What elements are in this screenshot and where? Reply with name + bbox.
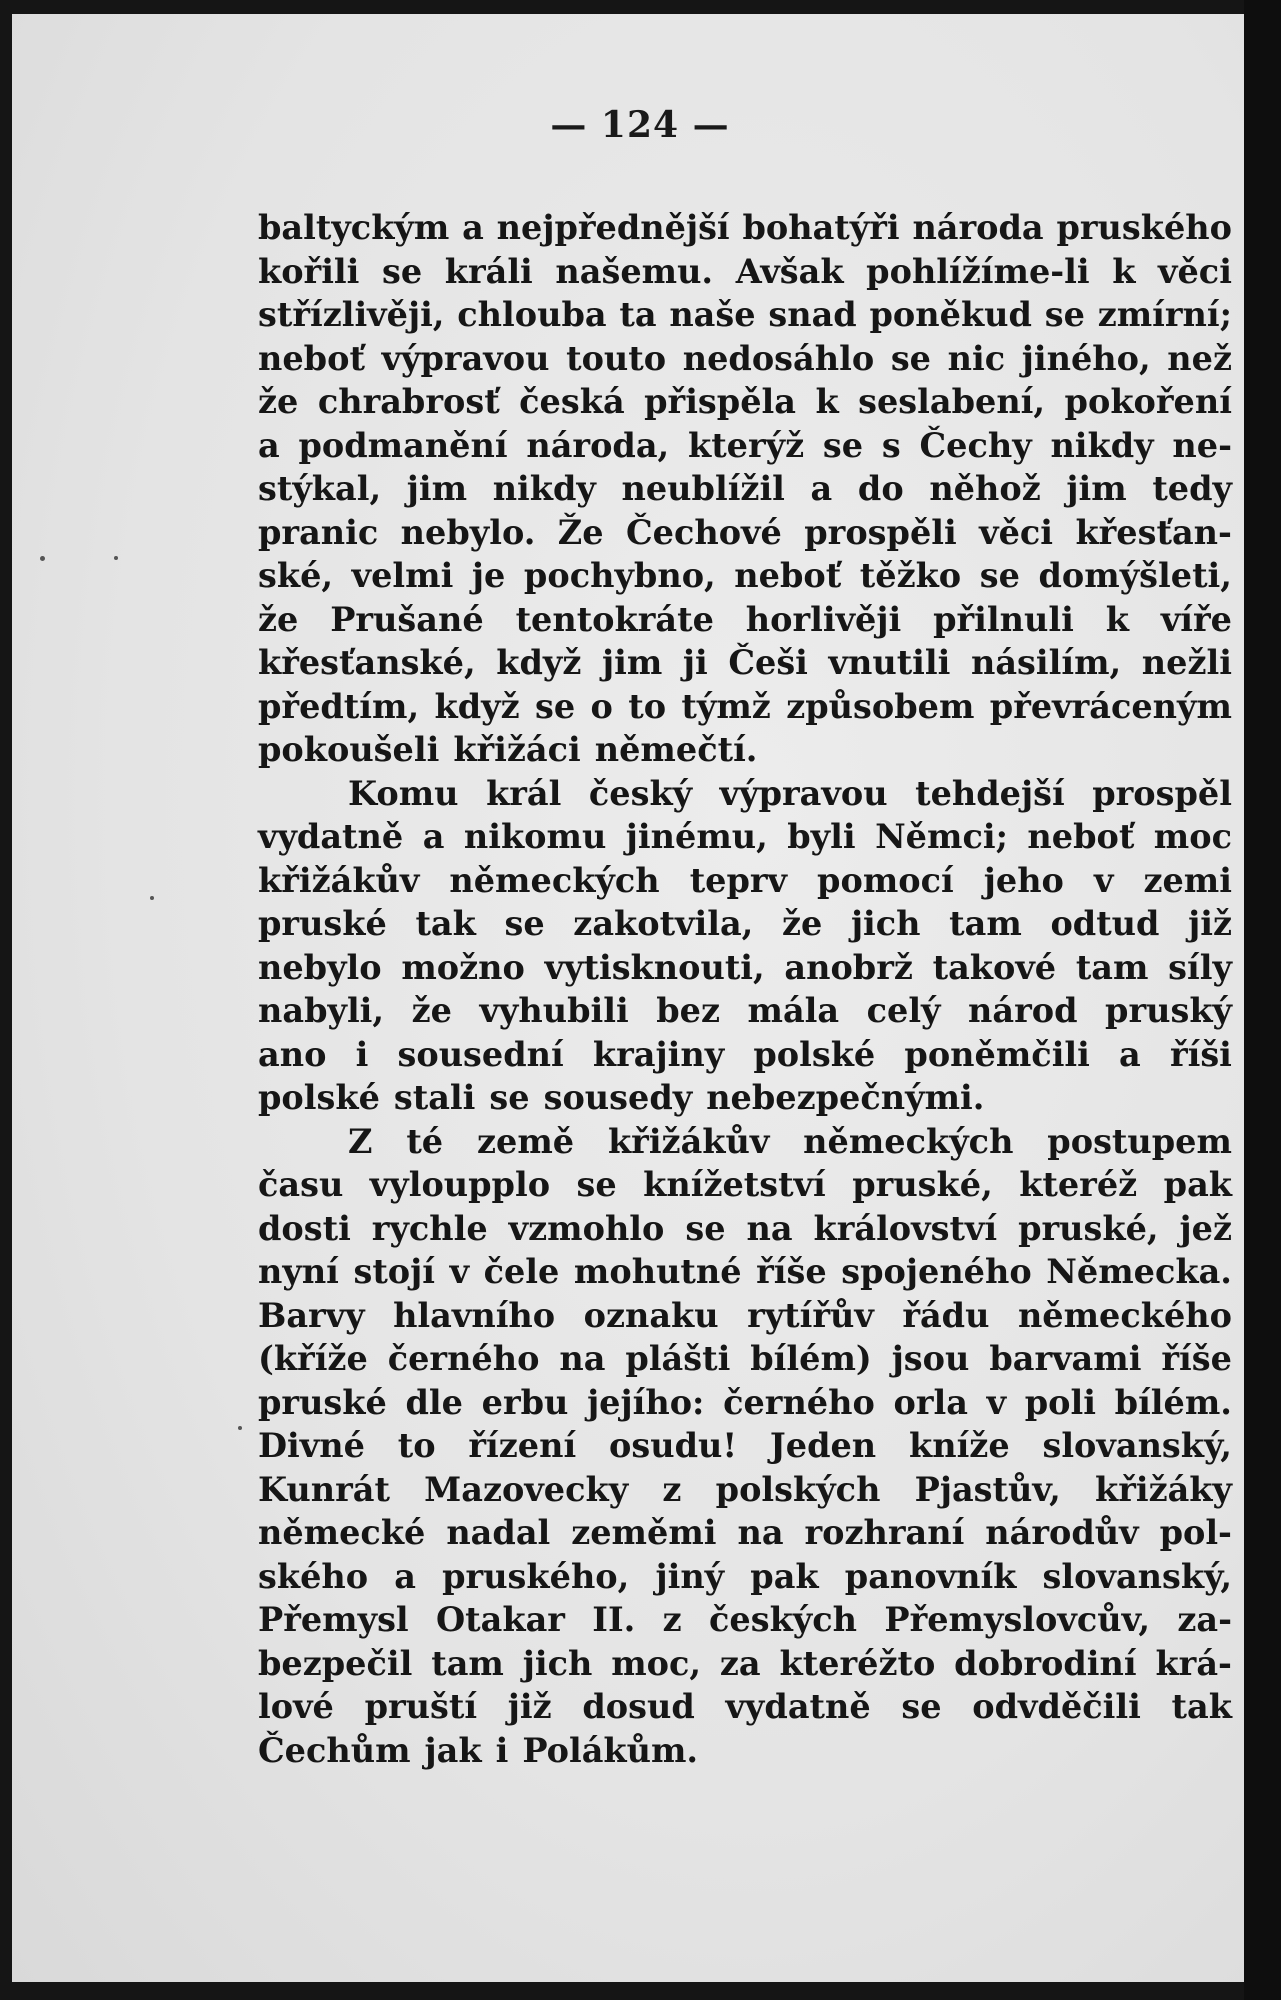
text-line: křesťanské, když jim ji Češi vnutili násilím, nežli: [258, 643, 1232, 682]
text-line: vydatně a nikomu jinému, byli Němci; neboť moc: [258, 817, 1232, 856]
text-line: nabyli, že vyhubili bez mála celý národ pruský: [258, 991, 1232, 1030]
body-text: [258, 206, 1232, 1772]
text-line: Barvy hlavního oznaku rytířův řádu německého: [258, 1295, 1232, 1335]
scan-speck: [114, 556, 118, 560]
text-line: křižákův německých teprv pomocí jeho v zemi: [258, 860, 1232, 900]
text-line: Kunrát Mazovecky z polských Pjastův, křižáky: [258, 1469, 1232, 1509]
text-line: Komu král český výpravou tehdejší prospěl: [348, 773, 1232, 813]
text-line: že Prušané tentokráte horlivěji přilnuli k víře: [258, 599, 1232, 639]
text-line: bezpečil tam jich moc, za kteréžto dobrodiní krá-: [258, 1643, 1232, 1683]
text-line: a podmanění národa, kterýž se s Čechy nikdy ne-: [258, 425, 1232, 465]
scan-speck: [238, 1426, 242, 1430]
text-line: německé nadal zeměmi na rozhraní národův pol-: [258, 1513, 1232, 1552]
text-line: baltyckým a nejpřednější bohatýři národa pruského: [258, 208, 1232, 247]
scan-speck: [40, 556, 45, 561]
text-line: ské, velmi je pochybno, neboť těžko se domýšleti,: [258, 556, 1232, 595]
text-line: Čechům jak i Polákům.: [258, 1730, 699, 1770]
text-line: Z té země křižákův německých postupem: [348, 1121, 1232, 1161]
page-number: — 124 —: [550, 104, 730, 146]
text-line: ano i sousední krajiny polské poněmčili a říši: [258, 1034, 1232, 1074]
text-line: předtím, když se o to týmž způsobem převráceným: [258, 686, 1232, 726]
text-line: pruské tak se zakotvila, že jich tam odtud již: [258, 904, 1232, 943]
text-line: neboť výpravou touto nedosáhlo se nic jiného, než: [258, 338, 1232, 378]
scan-border: [1244, 0, 1281, 2000]
text-line: nyní stojí v čele mohutné říše spojeného Německa.: [258, 1252, 1232, 1291]
text-line: střízlivěji, chlouba ta naše snad poněkud se zmírní;: [258, 295, 1232, 334]
text-line: polské stali se sousedy nebezpečnými.: [258, 1078, 985, 1117]
text-line: pruské dle erbu jejího: černého orla v poli bílém.: [258, 1382, 1232, 1422]
text-line: že chrabrosť česká přispěla k seslabení, pokoření: [258, 382, 1232, 421]
text-line: (kříže černého na plášti bílém) jsou barvami říše: [258, 1339, 1232, 1378]
text-line: stýkal, jim nikdy neublížil a do něhož jim tedy: [258, 469, 1232, 508]
text-line: Divné to řízení osudu! Jeden kníže slovanský,: [258, 1426, 1232, 1465]
scan-speck: [150, 896, 154, 900]
text-line: pokoušeli křižáci němečtí.: [258, 730, 758, 769]
text-line: Přemysl Otakar II. z českých Přemyslovcův, za-: [258, 1600, 1232, 1639]
text-line: nebylo možno vytisknouti, anobrž takové tam síly: [258, 947, 1232, 987]
text-line: ského a pruského, jiný pak panovník slovanský,: [258, 1556, 1232, 1596]
text-line: lové pruští již dosud vydatně se odvděčili tak: [258, 1687, 1232, 1726]
text-line: dosti rychle vzmohlo se na království pruské, jež: [258, 1208, 1232, 1248]
text-line: pranic nebylo. Že Čechové prospěli věci křesťan-: [258, 512, 1232, 552]
text-line: kořili se králi našemu. Avšak pohlížíme-li k věci: [258, 251, 1232, 291]
text-line: času vyloupplo se knížetství pruské, kteréž pak: [258, 1165, 1232, 1204]
